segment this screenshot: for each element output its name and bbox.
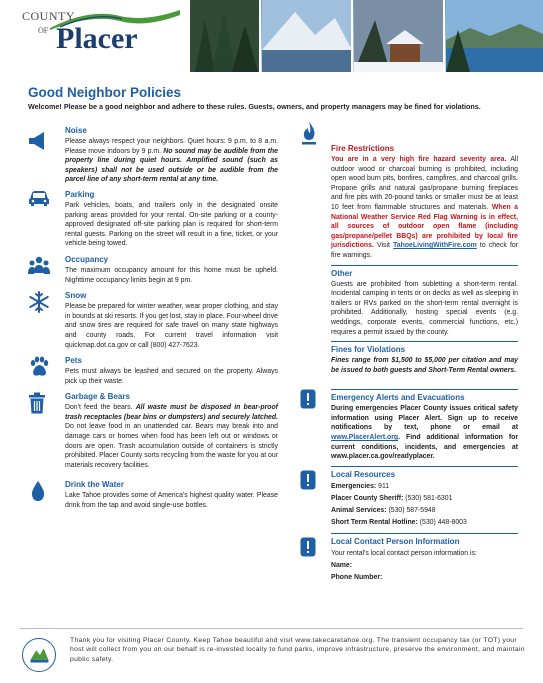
placer-alert-link[interactable]: www.PlacerAlert.org (331, 434, 399, 442)
divider (331, 341, 518, 342)
snowflake-icon (28, 291, 50, 313)
section-pets (28, 356, 278, 386)
megaphone-icon (28, 130, 48, 152)
alerts-heading: Emergency Alerts and Evacuations (331, 393, 465, 403)
county-seal-icon (22, 638, 56, 672)
alert-icon (300, 389, 316, 409)
resource-item: Short Term Rental Hotline: (530) 448-8003 (331, 518, 467, 526)
county-logo[interactable] (0, 0, 190, 72)
alerts-text: During emergencies Placer County issues critical safety information using Placer Alert. Sign up to receive notifications by text, phone or email at www.PlacerAlert.org. Find additional information for current conditions, incidents, and emergencies at www.placer.ca.gov/readyplacer. (331, 405, 518, 461)
noise-heading: Noise (65, 126, 87, 135)
paw-icon (28, 356, 50, 378)
fines-text: Fines range from $1,500 to $5,000 per citation and may be issued to both guests and Short-Term Rental owners. (331, 357, 518, 374)
left-column (28, 122, 278, 511)
occupancy-heading: Occupancy (65, 254, 109, 264)
divider (331, 389, 518, 390)
resources-heading: Local Resources (331, 469, 396, 479)
snow-text: Please be prepared for winter weather, wear proper clothing, and stay in bounds at ski resorts. If you get lost, stay in place. Four-wheel drive and snow tires are required for safe travel on many state highways and county roads. For current travel information visit quickmap.dot.ca.gov or call (800) 427-7623. (65, 303, 278, 349)
pets-text: Pets must always be leashed and secured on the property. Always pick up their waste. (65, 368, 278, 385)
people-icon (28, 255, 50, 277)
contact-phone-label: Phone Number: (331, 573, 383, 581)
garbage-text: Don't feed the bears. All waste must be disposed in bear-proof trash receptacles (bear bins or dumpsters) and securely latched. Do not leave food in an unattended car. Bears may break into and damage cars or homes when food has been left out or windows or doors are open. Trash accumulation outside of containers is strictly prohibited. Placer County sorts recycling from the waste for you at our materials recovery facilities. (65, 404, 278, 469)
logo-of-text: OF (38, 26, 49, 35)
other-text: Guests are prohibited from subletting a short-term rental. Incidental camping in tents or on decks as well as sleeping in trailers or RVs parked on the short-term rental overnight is prohibited. Additionally, hosting special events (e.g. weddings, corporate events, commercial functions, etc.) requires a permit issued by the county. (331, 280, 518, 336)
header-photo-strip (190, 0, 543, 72)
section-contact (298, 533, 518, 584)
noise-text: Please always respect your neighbors. Quiet hours: 9 p.m. to 8 a.m. Please move indoors by 9 p.m. No sound may be audible from the property line during quiet hours. Amplified sound (such as speakers) shall not be used outside or be audible from the parcel line of any short-term rental at any time. (65, 138, 278, 184)
garbage-heading: Garbage & Bears (65, 392, 130, 402)
contact-heading: Local Contact Person Information (331, 536, 460, 546)
other-heading: Other (331, 268, 353, 278)
resource-item: Placer County Sheriff: (530) 581-6301 (331, 494, 453, 502)
car-icon (28, 190, 50, 206)
section-water (28, 480, 278, 510)
resource-item: Emergencies: 911 (331, 482, 390, 490)
section-alerts (298, 389, 518, 462)
right-column (298, 122, 518, 584)
section-occupancy (28, 255, 278, 285)
tahoe-fire-link[interactable]: TahoeLivingWithFire.com (393, 242, 477, 250)
section-garbage (28, 392, 278, 470)
contact-name-label: Name: (331, 561, 353, 569)
water-heading: Drink the Water (65, 480, 124, 490)
occupancy-text: The maximum occupancy amount for this home must be upheld. Nighttime occupancy limits begin at 9 pm. (65, 266, 278, 284)
trash-can-icon (28, 392, 46, 414)
divider (331, 265, 518, 266)
section-fines (298, 341, 518, 375)
section-resources (298, 466, 518, 529)
resource-item: Animal Services: (530) 587-5948 (331, 506, 436, 514)
water-drop-icon (31, 480, 45, 502)
intro-text: Welcome! Please be a good neighbor and adhere to these rules. Guests, owners, and property managers may be fined for violations. (28, 102, 481, 111)
section-fire (298, 122, 518, 261)
alert-icon (300, 537, 316, 557)
pets-heading: Pets (65, 356, 82, 366)
flame-icon (300, 122, 318, 146)
section-other (298, 265, 518, 338)
water-text: Lake Tahoe provides some of America's highest quality water. Please drink from the tap and avoid single-use bottles. (65, 492, 278, 510)
alert-icon (300, 470, 316, 490)
section-snow (28, 291, 278, 350)
header-banner (0, 0, 543, 72)
logo-placer-text: Placer (56, 22, 138, 55)
divider (331, 533, 518, 534)
parking-text: Park vehicles, boats, and trailers only in the designated onsite parking areas provided for your rental. On-site parking or a county-approved designated off-site parking plan is required for short-term rental guests. Parking on the street will result in a fine, ticket, or your vehicle being towed. (65, 201, 278, 248)
fire-heading: Fire Restrictions (331, 144, 395, 153)
footer-divider (20, 628, 523, 629)
logo-county-text: COUNTY (22, 9, 75, 23)
page-title: Good Neighbor Policies (28, 85, 182, 100)
parking-heading: Parking (65, 189, 95, 199)
snow-heading: Snow (65, 291, 87, 301)
contact-text: Your rental's local contact person information is: (331, 549, 477, 557)
section-parking (28, 190, 278, 249)
footer-text: Thank you for visiting Placer County. Keep Tahoe beautiful and visit www.takecaretahoe.org. The transient occupancy tax (or TOT) your host will collect from you on our behalf is re-invested locally to fund parks, improve infrastructure, preserve the environment, and maintain public safety. (70, 637, 525, 663)
divider (331, 466, 518, 467)
section-noise (28, 126, 278, 185)
fire-text: You are in a very high fire hazard severity area. All outdoor wood or charcoal burning is prohibited, including open wood burn pits, bonfires, campfires, and charcoal grills. Propane grills and natural gas/propane burning fireplaces and fire pits with 20-pound tanks or smaller must be at least 10 feet from flammable structures and materials. When a National Weather Service Red Flag Warning is in effect, all sources of outdoor open flame (including gas/propane/pellet BBQs) are prohibited by local fire jurisdictions. Visit TahoeLivingWithFire.com to check for fire warnings. (331, 156, 519, 259)
fines-heading: Fines for Violations (331, 345, 406, 355)
